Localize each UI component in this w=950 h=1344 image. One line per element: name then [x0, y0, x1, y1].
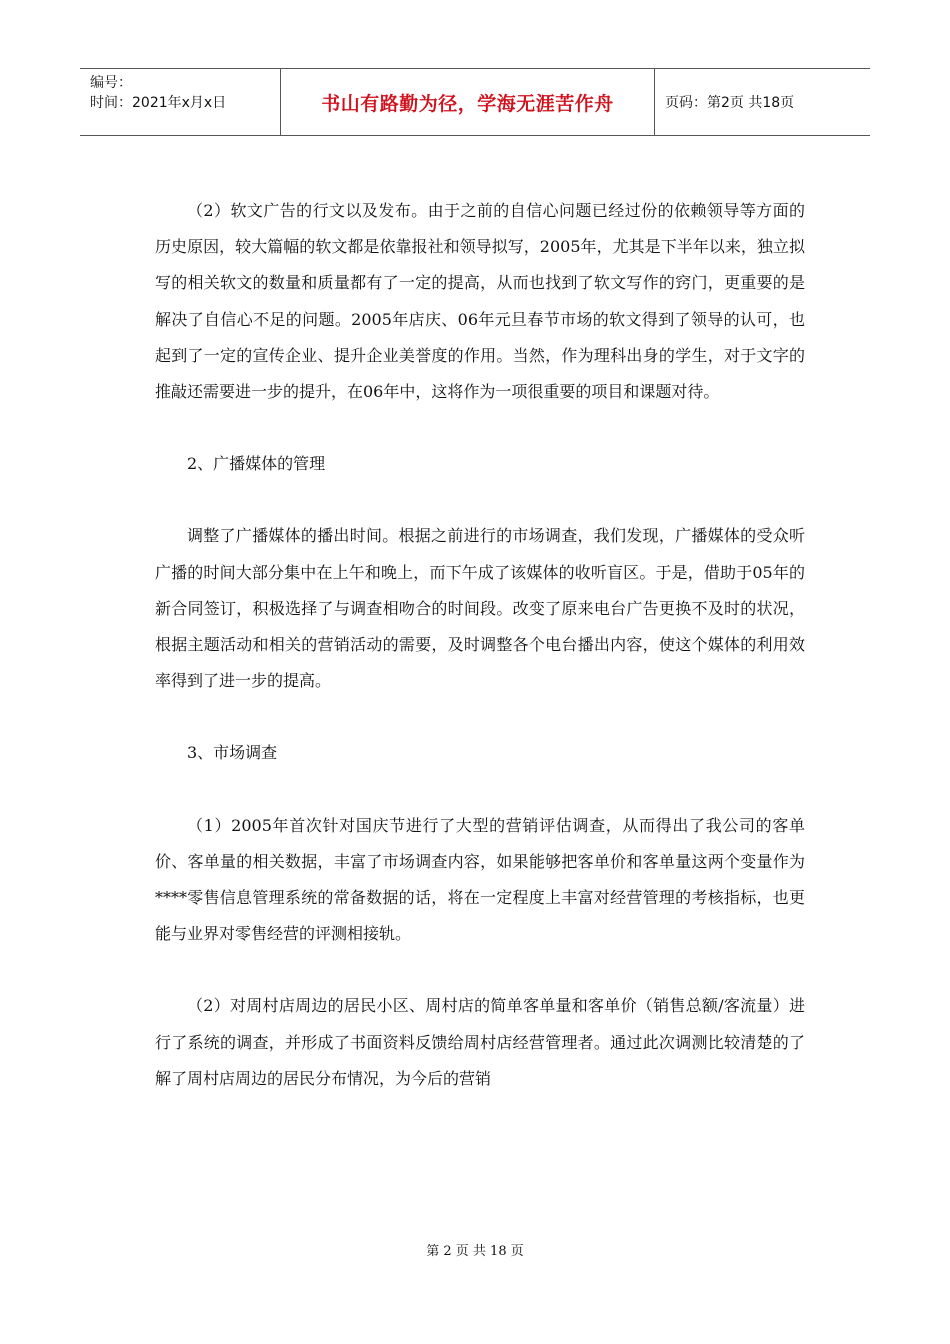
paragraph-soft-ads: （2）软文广告的行文以及发布。由于之前的自信心问题已经过份的依赖领导等方面的历史原因，较大篇幅的软文都是依靠报社和领导拟写，2005年，尤其是下半年以来，独立拟写的相关软文的数量和质量都有了一定的提高，从而也找到了软文写作的窍门，更重要的是解决了自信心不足的问题。2005年店庆、06年元旦春节市场的软文得到了领导的认可，也起到了一定的宣传企业、提升企业美誉度的作用。当然，作为理科出身的学生，对于文字的推敲还需要进一步的提升，在06年中，这将作为一项很重要的项目和课题对待。 [155, 201, 805, 402]
paragraph-survey-1: （1）2005年首次针对国庆节进行了大型的营销评估调查，从而得出了我公司的客单价、客单量的相关数据，丰富了市场调查内容，如果能够把客单价和客单量这两个变量作为****零售信息管理系统的常备数据的话，将在一定程度上丰富对经营管理的考核指标，也更能与业界对零售经营的评测相接轨。 [155, 815, 805, 944]
paragraph-survey-2: （2）对周村店周边的居民小区、周村店的简单客单量和客单价（销售总额/客流量）进行了系统的调查，并形成了书面资料反馈给周村店经营管理者。通过此次调测比较清楚的了解了周村店周边的居民分布情况，为今后的营销 [155, 996, 805, 1088]
paragraph-radio: 调整了广播媒体的播出时间。根据之前进行的市场调查，我们发现，广播媒体的受众听广播的时间大部分集中在上午和晚上，而下午成了该媒体的收听盲区。于是，借助于05年的新合同签订，积极选择了与调查相吻合的时间段。改变了原来电台广告更换不及时的状况，根据主题活动和相关的营销活动的需要，及时调整各个电台播出内容，使这个媒体的利用效率得到了进一步的提高。 [155, 526, 805, 691]
header-page-info: 页码：第2页 共18页 [665, 95, 795, 111]
time-label: 时间：2021年x月x日 [90, 95, 227, 111]
number-label: 编号： [90, 75, 132, 91]
page-footer: 第 2 页 共 18 页 [426, 1244, 524, 1259]
header-meta [80, 69, 281, 135]
header-motto: 书山有路勤为径，学海无涯苦作舟 [281, 69, 655, 135]
section-heading-market-survey: 3、市场调查 [187, 743, 278, 763]
document-body [155, 193, 805, 1097]
section-heading-radio: 2、广播媒体的管理 [187, 454, 326, 474]
page-header [80, 68, 870, 136]
